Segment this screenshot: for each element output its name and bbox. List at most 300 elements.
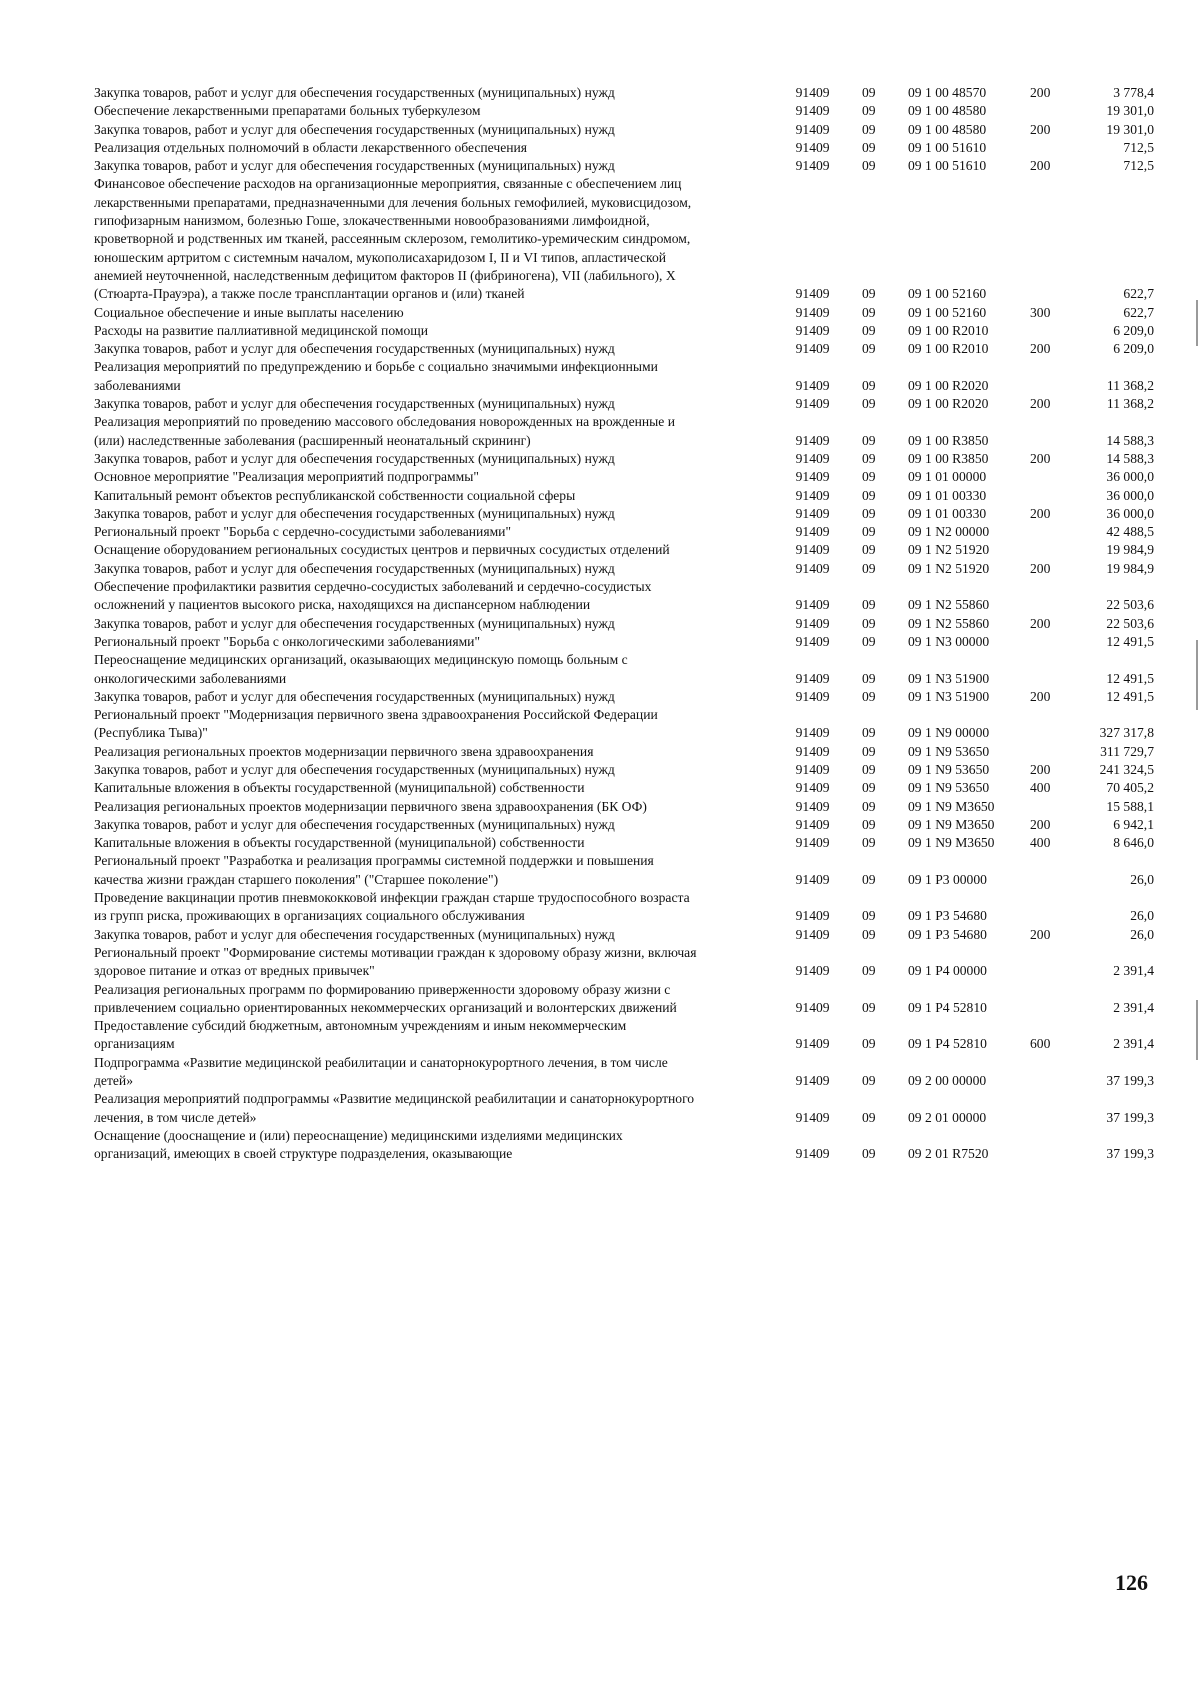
code-pr: 09	[862, 341, 876, 357]
code-vr: 200	[1030, 396, 1051, 412]
amount: 2 391,4	[1113, 1036, 1154, 1052]
item-name: Обеспечение профилактики развития сердечно-сосудистых заболеваний и сердечно-сосудистых осложнений у пациентов высокого риска, находящихся на диспансерном наблюдении	[94, 579, 652, 613]
code-csr: 09 1 N2 51920	[908, 560, 990, 576]
code-rz: 09	[816, 963, 830, 979]
code-rz: 09	[816, 871, 830, 887]
item-name: Реализация мероприятий по проведению массового обследования новорожденных на врожденные и (или) наследственные заболевания (расширенный неонатальный скрининг)	[94, 414, 676, 448]
code-csr: 09 1 00 48570	[908, 85, 987, 100]
amount: 11 368,2	[1106, 396, 1154, 412]
amount: 622,7	[1123, 304, 1154, 320]
table-row	[94, 175, 1154, 303]
code-rz: 09	[816, 1073, 830, 1089]
code-pr: 09	[862, 103, 876, 119]
code-vr: 200	[1030, 926, 1051, 942]
item-name: Закупка товаров, работ и услуг для обеспечения государственных (муниципальных) нужд	[94, 341, 615, 357]
amount: 14 588,3	[1106, 450, 1154, 466]
item-name: Оснащение (дооснащение и (или) переоснащение) медицинскими изделиями медицинских организаций, имеющих в своей структуре подразделения, оказывающие	[94, 1127, 623, 1162]
code-vr: 200	[1030, 816, 1051, 832]
table-row	[94, 779, 1154, 797]
table-row	[94, 944, 1154, 981]
code-rz: 09	[816, 139, 830, 155]
code-vr	[1030, 798, 1068, 816]
code-gr: 914	[795, 816, 816, 832]
item-name: Закупка товаров, работ и услуг для обеспечения государственных (муниципальных) нужд	[94, 505, 615, 521]
item-name: Региональный проект "Разработка и реализация программы системной поддержки и повышения качества жизни граждан старшего поколения" ("Старшее поколение")	[94, 853, 654, 887]
code-csr: 09 1 00 R3850	[908, 450, 989, 466]
code-rz: 09	[816, 560, 830, 576]
code-vr	[1030, 578, 1068, 615]
table-row	[94, 761, 1154, 779]
item-name: Закупка товаров, работ и услуг для обеспечения государственных (муниципальных) нужд	[94, 560, 615, 576]
code-pr: 09	[862, 432, 876, 448]
table-row	[94, 157, 1154, 175]
code-csr: 09 1 N2 00000	[908, 524, 990, 540]
table-row	[94, 358, 1154, 395]
code-gr: 914	[795, 1109, 816, 1125]
code-rz: 09	[816, 926, 830, 942]
code-gr: 914	[795, 505, 816, 521]
code-rz: 09	[816, 432, 830, 448]
code-csr: 09 1 00 51610	[908, 158, 987, 174]
code-pr: 09	[862, 286, 876, 302]
code-csr: 09 1 01 00330	[908, 487, 987, 503]
item-name: Реализация мероприятий по предупреждению и борьбе с социально значимыми инфекционными заболеваниями	[94, 359, 658, 393]
code-csr: 09 1 N2 55860	[908, 597, 990, 613]
code-vr	[1030, 468, 1068, 486]
code-rz: 09	[816, 304, 830, 320]
table-row	[94, 322, 1154, 340]
code-vr	[1030, 944, 1068, 981]
code-pr: 09	[862, 688, 876, 704]
amount: 36 000,0	[1106, 487, 1154, 503]
code-vr: 200	[1030, 505, 1051, 521]
code-vr	[1030, 175, 1068, 303]
table-row	[94, 1017, 1154, 1054]
table-row	[94, 523, 1154, 541]
code-csr: 09 2 01 00000	[908, 1109, 987, 1125]
code-csr: 09 1 N9 M3650	[908, 798, 995, 814]
code-pr: 09	[862, 999, 876, 1015]
code-csr: 09 1 N2 51920	[908, 542, 990, 558]
item-name: Социальное обеспечение и иные выплаты населению	[94, 304, 404, 320]
item-name: Реализация отдельных полномочий в области лекарственного обеспечения	[94, 139, 528, 155]
amount: 15 588,1	[1106, 798, 1154, 814]
code-rz: 09	[816, 725, 830, 741]
amount: 311 729,7	[1100, 743, 1154, 759]
item-name: Реализация региональных проектов модернизации первичного звена здравоохранения	[94, 743, 594, 759]
code-pr: 09	[862, 761, 876, 777]
scan-edge-mark	[1196, 1000, 1198, 1060]
code-gr: 914	[795, 560, 816, 576]
code-pr: 09	[862, 139, 876, 155]
code-csr: 09 1 P4 00000	[908, 963, 987, 979]
code-gr: 914	[795, 999, 816, 1015]
table-row	[94, 798, 1154, 816]
table-row	[94, 688, 1154, 706]
code-rz: 09	[816, 85, 830, 100]
table-row	[94, 578, 1154, 615]
item-name: Закупка товаров, работ и услуг для обеспечения государственных (муниципальных) нужд	[94, 121, 615, 137]
code-pr: 09	[862, 1146, 876, 1162]
code-rz: 09	[816, 322, 830, 338]
code-pr: 09	[862, 926, 876, 942]
item-name: Капитальные вложения в объекты государственной (муниципальной) собственности	[94, 835, 585, 851]
code-rz: 09	[816, 999, 830, 1015]
table-row	[94, 139, 1154, 157]
item-name: Закупка товаров, работ и услуг для обеспечения государственных (муниципальных) нужд	[94, 396, 615, 412]
code-rz: 09	[816, 121, 830, 137]
code-pr: 09	[862, 505, 876, 521]
code-vr: 200	[1030, 615, 1051, 631]
code-gr: 914	[795, 121, 816, 137]
amount: 37 199,3	[1106, 1146, 1154, 1162]
code-gr: 914	[795, 85, 816, 100]
code-gr: 914	[795, 304, 816, 320]
code-pr: 09	[862, 158, 876, 174]
code-vr	[1030, 1090, 1068, 1127]
code-vr	[1030, 413, 1068, 450]
amount: 37 199,3	[1106, 1073, 1154, 1089]
table-row	[94, 615, 1154, 633]
item-name: Основное мероприятие "Реализация мероприятий подпрограммы"	[94, 469, 479, 485]
code-rz: 09	[816, 487, 830, 503]
code-rz: 09	[816, 780, 830, 796]
code-rz: 09	[816, 286, 830, 302]
code-rz: 09	[816, 542, 830, 558]
amount: 6 942,1	[1113, 816, 1154, 832]
code-rz: 09	[816, 633, 830, 649]
amount: 327 317,8	[1099, 725, 1154, 741]
code-pr: 09	[862, 597, 876, 613]
code-pr: 09	[862, 670, 876, 686]
item-name: Региональный проект "Борьба с онкологическими заболеваниями"	[94, 633, 481, 649]
item-name: Закупка товаров, работ и услуг для обеспечения государственных (муниципальных) нужд	[94, 926, 615, 942]
code-gr: 914	[795, 615, 816, 631]
code-rz: 09	[816, 524, 830, 540]
code-gr: 914	[795, 926, 816, 942]
amount: 19 984,9	[1106, 542, 1154, 558]
code-pr: 09	[862, 487, 876, 503]
item-name: Капитальные вложения в объекты государственной (муниципальной) собственности	[94, 780, 585, 796]
amount: 8 646,0	[1113, 835, 1154, 851]
code-vr	[1030, 523, 1068, 541]
table-row	[94, 1127, 1154, 1164]
table-row	[94, 413, 1154, 450]
code-gr: 914	[795, 871, 816, 887]
code-csr: 09 1 P3 54680	[908, 926, 987, 942]
amount: 36 000,0	[1106, 505, 1154, 521]
table-row	[94, 468, 1154, 486]
amount: 22 503,6	[1106, 597, 1154, 613]
amount: 70 405,2	[1106, 780, 1154, 796]
code-vr: 200	[1030, 341, 1051, 357]
code-csr: 09 1 00 R2010	[908, 341, 989, 357]
code-pr: 09	[862, 963, 876, 979]
table-row	[94, 743, 1154, 761]
code-gr: 914	[795, 158, 816, 174]
code-gr: 914	[795, 1146, 816, 1162]
table-row	[94, 889, 1154, 926]
code-rz: 09	[816, 1109, 830, 1125]
code-pr: 09	[862, 396, 876, 412]
amount: 712,5	[1123, 139, 1154, 155]
code-pr: 09	[862, 450, 876, 466]
code-vr: 200	[1030, 450, 1051, 466]
code-vr	[1030, 706, 1068, 743]
code-rz: 09	[816, 816, 830, 832]
code-rz: 09	[816, 1146, 830, 1162]
code-csr: 09 1 00 R2020	[908, 396, 989, 412]
code-csr: 09 1 N9 53650	[908, 761, 990, 777]
code-vr	[1030, 889, 1068, 926]
code-pr: 09	[862, 542, 876, 558]
budget-table	[94, 84, 1154, 1164]
code-csr: 09 1 00 48580	[908, 121, 987, 137]
code-gr: 914	[795, 103, 816, 119]
item-name: Обеспечение лекарственными препаратами больных туберкулезом	[94, 103, 481, 119]
code-gr: 914	[795, 450, 816, 466]
code-vr	[1030, 1054, 1068, 1091]
budget-page	[94, 84, 1154, 1164]
code-gr: 914	[795, 139, 816, 155]
table-row	[94, 541, 1154, 559]
code-pr: 09	[862, 816, 876, 832]
code-gr: 914	[795, 286, 816, 302]
code-vr	[1030, 487, 1068, 505]
code-csr: 09 1 N3 51900	[908, 688, 990, 704]
table-row	[94, 706, 1154, 743]
amount: 12 491,5	[1106, 670, 1154, 686]
code-pr: 09	[862, 908, 876, 924]
code-gr: 914	[795, 524, 816, 540]
code-rz: 09	[816, 450, 830, 466]
scan-edge-mark	[1196, 300, 1198, 346]
code-csr: 09 2 01 R7520	[908, 1146, 989, 1162]
amount: 712,5	[1123, 158, 1154, 174]
code-csr: 09 1 00 R2020	[908, 377, 989, 393]
amount: 12 491,5	[1106, 633, 1154, 649]
table-row	[94, 395, 1154, 413]
code-csr: 09 2 00 00000	[908, 1073, 987, 1089]
item-name: Закупка товаров, работ и услуг для обеспечения государственных (муниципальных) нужд	[94, 615, 615, 631]
item-name: Оснащение оборудованием региональных сосудистых центров и первичных сосудистых отделений	[94, 542, 670, 558]
code-vr: 300	[1030, 304, 1051, 320]
code-pr: 09	[862, 835, 876, 851]
code-rz: 09	[816, 615, 830, 631]
code-gr: 914	[795, 670, 816, 686]
code-vr: 200	[1030, 158, 1051, 174]
table-row	[94, 834, 1154, 852]
item-name: Закупка товаров, работ и услуг для обеспечения государственных (муниципальных) нужд	[94, 158, 615, 174]
code-csr: 09 1 N3 51900	[908, 670, 990, 686]
code-csr: 09 1 00 R3850	[908, 432, 989, 448]
page-number: 126	[1115, 1570, 1148, 1595]
budget-table-body	[94, 84, 1154, 1164]
code-pr: 09	[862, 725, 876, 741]
code-vr	[1030, 651, 1068, 688]
code-pr: 09	[862, 121, 876, 137]
code-csr: 09 1 00 R2010	[908, 322, 989, 338]
amount: 14 588,3	[1106, 432, 1154, 448]
amount: 6 209,0	[1113, 341, 1154, 357]
amount: 19 301,0	[1106, 103, 1154, 119]
code-pr: 09	[862, 871, 876, 887]
code-pr: 09	[862, 1109, 876, 1125]
amount: 11 368,2	[1106, 377, 1154, 393]
code-rz: 09	[816, 743, 830, 759]
code-vr	[1030, 852, 1068, 889]
code-pr: 09	[862, 377, 876, 393]
table-row	[94, 560, 1154, 578]
code-gr: 914	[795, 798, 816, 814]
code-gr: 914	[795, 963, 816, 979]
code-csr: 09 1 00 51610	[908, 139, 987, 155]
code-rz: 09	[816, 798, 830, 814]
code-rz: 09	[816, 469, 830, 485]
table-row	[94, 450, 1154, 468]
code-csr: 09 1 00 52160	[908, 304, 987, 320]
amount: 622,7	[1123, 286, 1154, 302]
item-name: Реализация мероприятий подпрограммы «Развитие медицинской реабилитации и санаторнокурортного лечения, в том числе детей»	[94, 1091, 695, 1125]
amount: 19 984,9	[1106, 560, 1154, 576]
code-vr: 200	[1030, 688, 1051, 704]
item-name: Финансовое обеспечение расходов на организационные мероприятия, связанные с обеспечением лиц лекарственными препаратами, предназначенными для лечения больных гемофилией, муковисцидозом, гипофизарным нанизмом, болезнью Гоше, злокачественными новообразованиями лимфоидной, кроветворной и родственных им тканей, рассеянным склерозом, гемолитико-уремическим синдромом, юношеским артритом с системным началом, мукополисахаридозом I, II и VI типов, апластической анемией неуточненной, наследственным дефицитом факторов II (фибриногена), VII (лабильного), X (Стюарта-Прауэра), а также после трансплантации органов и (или) тканей	[94, 176, 692, 302]
amount: 22 503,6	[1106, 615, 1154, 631]
item-name: Региональный проект "Модернизация первичного звена здравоохранения Российской Федерации (Республика Тыва)"	[94, 707, 658, 741]
item-name: Подпрограмма «Развитие медицинской реабилитации и санаторнокурортного лечения, в том числе детей»	[94, 1054, 668, 1089]
code-rz: 09	[816, 103, 830, 119]
code-vr: 400	[1030, 835, 1051, 851]
code-gr: 914	[795, 743, 816, 759]
code-csr: 09 1 01 00000	[908, 469, 987, 485]
item-name: Закупка товаров, работ и услуг для обеспечения государственных (муниципальных) нужд	[94, 450, 615, 466]
code-gr: 914	[795, 633, 816, 649]
amount: 26,0	[1130, 926, 1154, 942]
code-rz: 09	[816, 158, 830, 174]
code-vr	[1030, 358, 1068, 395]
table-row	[94, 852, 1154, 889]
code-vr	[1030, 541, 1068, 559]
table-row	[94, 633, 1154, 651]
code-rz: 09	[816, 835, 830, 851]
code-rz: 09	[816, 670, 830, 686]
item-name: Расходы на развитие паллиативной медицинской помощи	[94, 322, 429, 338]
code-vr	[1030, 1127, 1068, 1164]
code-rz: 09	[816, 908, 830, 924]
item-name: Региональный проект "Борьба с сердечно-сосудистыми заболеваниями"	[94, 524, 512, 540]
item-name: Капитальный ремонт объектов республиканской собственности социальной сферы	[94, 487, 576, 503]
code-vr: 200	[1030, 121, 1051, 137]
amount: 26,0	[1130, 871, 1154, 887]
code-csr: 09 1 N3 00000	[908, 633, 990, 649]
code-vr	[1030, 102, 1068, 120]
code-gr: 914	[795, 908, 816, 924]
code-pr: 09	[862, 633, 876, 649]
code-rz: 09	[816, 688, 830, 704]
code-rz: 09	[816, 505, 830, 521]
code-csr: 09 1 01 00330	[908, 505, 987, 521]
code-gr: 914	[795, 469, 816, 485]
amount: 3 778,4	[1113, 85, 1154, 100]
table-row	[94, 340, 1154, 358]
code-gr: 914	[795, 597, 816, 613]
code-gr: 914	[795, 688, 816, 704]
code-pr: 09	[862, 560, 876, 576]
code-csr: 09 1 P4 52810	[908, 1036, 987, 1052]
code-gr: 914	[795, 487, 816, 503]
code-gr: 914	[795, 1036, 816, 1052]
amount: 37 199,3	[1106, 1109, 1154, 1125]
table-row	[94, 651, 1154, 688]
code-csr: 09 1 N9 M3650	[908, 816, 995, 832]
code-gr: 914	[795, 432, 816, 448]
code-rz: 09	[816, 377, 830, 393]
code-csr: 09 1 N9 53650	[908, 780, 990, 796]
code-csr: 09 1 N2 55860	[908, 615, 990, 631]
item-name: Закупка товаров, работ и услуг для обеспечения государственных (муниципальных) нужд	[94, 761, 615, 777]
code-pr: 09	[862, 322, 876, 338]
code-vr	[1030, 139, 1068, 157]
item-name: Переоснащение медицинских организаций, оказывающих медицинскую помощь больным с онкологическими заболеваниями	[94, 652, 628, 686]
table-row	[94, 1054, 1154, 1091]
table-row	[94, 816, 1154, 834]
item-name: Закупка товаров, работ и услуг для обеспечения государственных (муниципальных) нужд	[94, 816, 615, 832]
code-gr: 914	[795, 780, 816, 796]
code-pr: 09	[862, 524, 876, 540]
code-rz: 09	[816, 1036, 830, 1052]
amount: 12 491,5	[1106, 688, 1154, 704]
code-vr	[1030, 981, 1068, 1018]
code-pr: 09	[862, 780, 876, 796]
item-name: Реализация региональных программ по формированию приверженности здоровому образу жизни с привлечением социально ориентированных некоммерческих организаций и волонтерских движений	[94, 981, 677, 1015]
amount: 2 391,4	[1113, 963, 1154, 979]
item-name: Закупка товаров, работ и услуг для обеспечения государственных (муниципальных) нужд	[94, 688, 615, 704]
table-row	[94, 487, 1154, 505]
code-rz: 09	[816, 597, 830, 613]
table-row	[94, 981, 1154, 1018]
code-csr: 09 1 N9 00000	[908, 725, 990, 741]
code-vr: 200	[1030, 761, 1051, 777]
item-name: Предоставление субсидий бюджетным, автономным учреждениям и иным некоммерческим организациям	[94, 1018, 627, 1052]
amount: 2 391,4	[1113, 999, 1154, 1015]
code-pr: 09	[862, 85, 876, 100]
code-csr: 09 1 N9 53650	[908, 743, 990, 759]
code-gr: 914	[795, 761, 816, 777]
table-row	[94, 1090, 1154, 1127]
code-gr: 914	[795, 542, 816, 558]
code-csr: 09 1 00 48580	[908, 103, 987, 119]
scan-edge-mark	[1196, 640, 1198, 710]
code-csr: 09 1 P3 54680	[908, 908, 987, 924]
code-vr: 400	[1030, 780, 1051, 796]
code-vr	[1030, 743, 1068, 761]
code-gr: 914	[795, 341, 816, 357]
code-vr	[1030, 322, 1068, 340]
code-pr: 09	[862, 615, 876, 631]
amount: 42 488,5	[1106, 524, 1154, 540]
code-pr: 09	[862, 304, 876, 320]
code-csr: 09 1 P3 00000	[908, 871, 987, 887]
code-gr: 914	[795, 377, 816, 393]
item-name: Реализация региональных проектов модернизации первичного звена здравоохранения (БК ОФ)	[94, 798, 647, 814]
code-pr: 09	[862, 743, 876, 759]
item-name: Проведение вакцинации против пневмококковой инфекции граждан старше трудоспособного возраста из групп риска, проживающих в организациях социального обслуживания	[94, 890, 690, 924]
code-csr: 09 1 N9 M3650	[908, 835, 995, 851]
code-vr: 600	[1030, 1036, 1051, 1052]
table-row	[94, 926, 1154, 944]
table-row	[94, 84, 1154, 102]
amount: 26,0	[1130, 908, 1154, 924]
